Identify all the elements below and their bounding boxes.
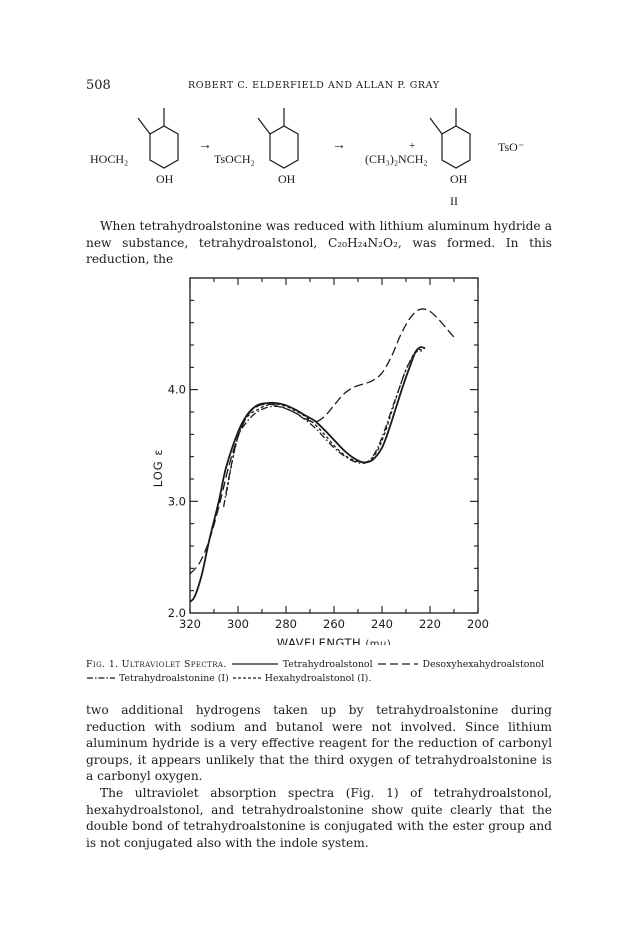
series-line-2 [190,309,454,574]
caption-fig-label: Fig. 1. [86,659,119,670]
x-tick-label: 280 [275,617,297,631]
x-tick-label: 300 [227,617,249,631]
compound3-substituent: (CH₃)₂NCH₂ [365,152,428,166]
paragraph-2-text: two additional hydrogens taken up by tetrahydroalstonine during reduction with sodium and butanol were not involved. Since lithium aluminum hydride is a very effective reagent for the reduction of carbonyl groups, it appears unlikely that the third oxygen of tetrahydroalstonine is a carbonyl oxygen. [86,703,552,784]
legend-swatch-solid [230,661,280,667]
compound2-oh: OH [278,172,296,186]
reaction-arrow-1: → [198,138,212,153]
compound-label-II: II [450,194,458,208]
chart-svg [150,270,500,645]
x-axis-label: WAVELENGTH (mμ) [276,636,392,645]
compound1-oh: OH [156,172,174,186]
caption-legend-2: Desoxyhexahydroalstonol [422,659,545,670]
caption-legend-1: Tetrahydroalstonol [282,659,373,670]
x-tick-label: 220 [419,617,441,631]
compound3-oh: OH [450,172,468,186]
caption-legend-4: Hexahydroalstonol (I). [264,673,372,684]
x-tick-label: 240 [371,617,393,631]
compound1-substituent: HOCH₂ [90,152,129,166]
y-tick-label: 2.0 [167,606,186,620]
paragraph-1-text: When tetrahydroalstonine was reduced with lithium aluminum hydride a new substance, tetrahydroalstonol, C₂₀H₂₄N₂O₂, was formed. In this reduction, the [86,219,552,267]
reaction-arrow-2: → [332,138,346,153]
running-header-authors: ROBERT C. ELDERFIELD AND ALLAN P. GRAY [188,80,440,91]
cyclohexane-ring-3 [442,126,470,168]
page-number: 508 [86,78,111,93]
x-tick-label: 260 [323,617,345,631]
uv-spectra-chart [150,270,500,645]
cyclohexane-ring-2 [270,126,298,168]
y-tick-label: 4.0 [167,382,186,397]
paragraph-2 [86,702,552,851]
paragraph-3-text: The ultraviolet absorption spectra (Fig. 1) of tetrahydroalstonol, hexahydroalstonol, and tetrahydroalstonine show quite clearly that the double bond of tetrahydroalstonine is conjugated with the ester group and is not conjugated also with the indole system. [86,785,552,850]
figure-caption [86,658,552,686]
series-line-4 [226,349,423,496]
legend-swatch-dash-dot [86,675,116,681]
cyclohexane-ring-1 [150,126,178,168]
scheme-rings [86,98,556,218]
reaction-scheme [86,98,556,218]
legend-swatch-long-dash [376,661,420,667]
series-line-1 [190,347,425,602]
ammonium-charge: + [409,140,416,152]
counterion: TsO⁻ [498,140,525,154]
x-tick-label: 200 [467,617,489,631]
caption-title: Ultraviolet Spectra. [121,659,227,670]
y-tick-label: 3.0 [167,494,186,509]
paragraph-1 [86,218,552,268]
legend-swatch-short-dash [232,675,262,681]
y-axis-label: LOG ε [151,448,165,488]
compound2-substituent: TsOCH₂ [214,152,255,166]
x-tick-label: 320 [179,617,201,631]
caption-legend-3: Tetrahydroalstonine (I) [118,673,229,684]
